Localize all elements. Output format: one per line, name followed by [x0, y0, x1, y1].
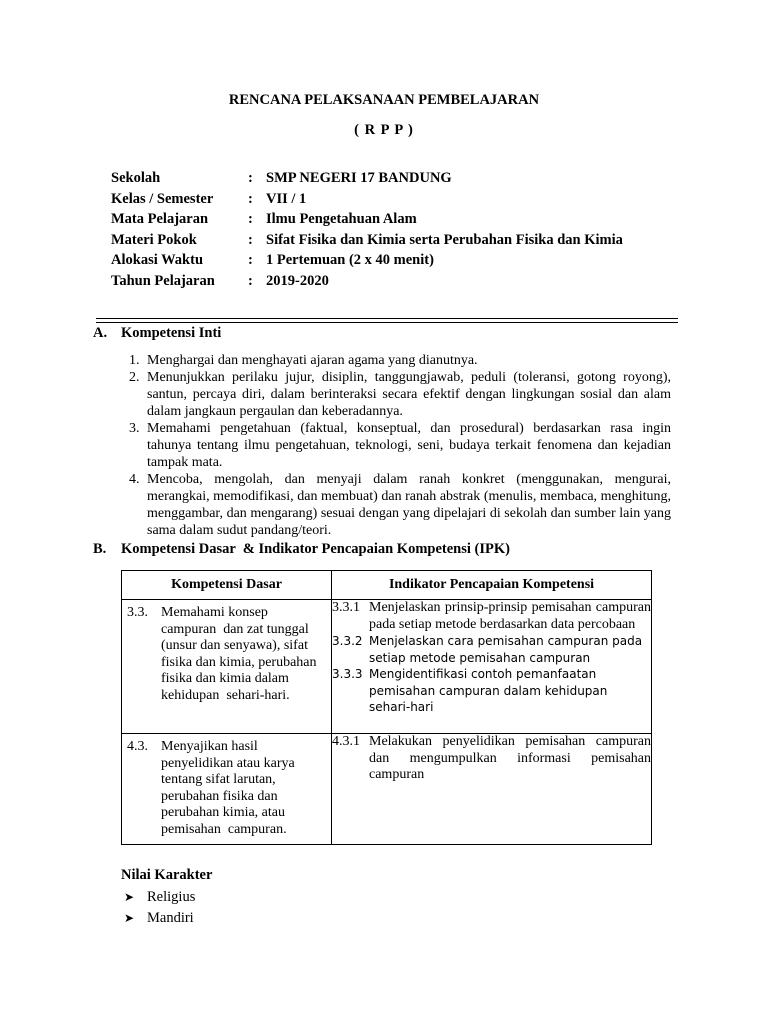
table-row [122, 600, 652, 734]
info-value: Ilmu Pengetahuan Alam [266, 211, 417, 227]
arrowhead-bullet-icon: ➤ [124, 890, 135, 904]
ipk-item [332, 600, 651, 633]
ipk-number: 3.3.1 [332, 600, 360, 615]
list-number: 2. [129, 370, 140, 385]
list-text: Mencoba, mengolah, dan menyaji dalam ranah konkret (menggunakan, mengurai, merangkai, memodifikasi, dan membuat) dan ranah abstrak (menulis, membaca, menghitung, menggambar, dan mengarang) sesuai dengan yang dipelajari di sekolah dan sumber lain yang sama dalam sudut pandang/teori. [147, 472, 671, 538]
list-number: 1. [129, 353, 140, 368]
section-letter: A. [93, 325, 108, 341]
double-rule-bottom [96, 322, 678, 323]
info-colon: : [248, 231, 253, 248]
list-item [129, 471, 671, 539]
document-subtitle: ( R P P ) [354, 122, 414, 138]
list-text: Mandiri [147, 910, 194, 926]
kd-text: Menyajikan hasil penyelidikan atau karya tentang sifat larutan, perubahan fisika dan perubahan kimia, atau pemisahan campuran. [161, 739, 299, 837]
column-header-ipk: Indikator Pencapaian Kompetensi [332, 571, 652, 600]
section-letter: B. [93, 541, 107, 557]
kd-text: Memahami konsep campuran dan zat tunggal (unsur dan senyawa), sifat fisika dan kimia, perubahan fisika dan kimia dalam kehidupan sehari-hari. [161, 605, 321, 703]
ipk-cell [332, 600, 652, 734]
ipk-number: 3.3.2 [332, 634, 363, 648]
kd-cell [122, 734, 332, 845]
list-text: Menunjukkan perilaku jujur, disiplin, tanggungjawab, peduli (toleransi, gotong royong), santun, percaya diri, dalam berinteraksi secara efektif dengan lingkungan sosial dan alam dalam jangkaun pergaulan dan keberadannya. [147, 370, 671, 419]
kd-number: 4.3. [127, 739, 148, 754]
document-title: RENCANA PELAKSANAAN PEMBELAJARAN [228, 92, 540, 108]
double-rule-top [96, 318, 678, 319]
info-colon: : [248, 211, 253, 227]
list-item [124, 908, 195, 929]
info-value: Sifat Fisika dan Kimia serta Perubahan Fisika dan Kimia [266, 231, 623, 248]
nilai-karakter-list [124, 887, 195, 929]
info-label: Alokasi Waktu [111, 252, 204, 268]
info-colon: : [248, 170, 253, 186]
info-value: 2019-2020 [266, 272, 329, 289]
ipk-item [332, 734, 651, 784]
info-label: Tahun Pelajaran [111, 272, 215, 289]
info-label: Kelas / Semester [111, 190, 214, 207]
table-row [122, 734, 652, 845]
list-item [129, 352, 671, 369]
ipk-text: Menjelaskan cara pemisahan campuran pada setiap metode pemisahan campuran [369, 634, 643, 665]
section-title: Kompetensi Inti [121, 325, 222, 341]
list-number: 4. [129, 472, 140, 487]
column-header-kompetensi-dasar: Kompetensi Dasar [122, 571, 332, 600]
info-value: 1 Pertemuan (2 x 40 menit) [266, 252, 434, 268]
ipk-item [332, 666, 651, 716]
list-item [129, 369, 671, 420]
ipk-text: Mengidentifikasi contoh pemanfaatan pemisahan campuran dalam kehidupan sehari-hari [369, 667, 608, 714]
ipk-number: 3.3.3 [332, 667, 363, 681]
info-colon: : [248, 272, 253, 289]
nilai-karakter-heading: Nilai Karakter [121, 867, 213, 883]
list-text: Religius [147, 889, 196, 905]
ipk-number: 4.3.1 [332, 734, 360, 749]
info-colon: : [248, 190, 253, 207]
kd-cell [122, 600, 332, 734]
arrowhead-bullet-icon: ➤ [124, 911, 135, 925]
info-label: Mata Pelajaran [111, 211, 209, 227]
kompetensi-inti-list [129, 352, 671, 539]
info-label: Materi Pokok [111, 231, 197, 248]
kd-ipk-table [121, 570, 652, 845]
info-label: Sekolah [111, 170, 161, 186]
list-item [124, 887, 195, 908]
ipk-item [332, 633, 651, 666]
list-number: 3. [129, 421, 140, 436]
list-text: Memahami pengetahuan (faktual, konseptual, dan prosedural) berdasarkan rasa ingin tahunya tentang ilmu pengetahuan, teknologi, seni, budaya terkait fenomena dan kejadian tampak mata. [147, 421, 671, 470]
section-title: Kompetensi Dasar & Indikator Pencapaian Kompetensi (IPK) [121, 541, 510, 557]
info-value: SMP NEGERI 17 BANDUNG [266, 170, 452, 186]
info-value: VII / 1 [266, 190, 307, 207]
ipk-text: Melakukan penyelidikan pemisahan campuran dan mengumpulkan informasi pemisahan campuran [369, 734, 651, 782]
ipk-cell [332, 734, 652, 845]
info-colon: : [248, 252, 253, 268]
table-header-row [122, 571, 652, 600]
list-item [129, 420, 671, 471]
ipk-text: Menjelaskan prinsip-prinsip pemisahan campuran pada setiap metode berdasarkan data percobaan [369, 600, 651, 632]
list-text: Menghargai dan menghayati ajaran agama yang dianutnya. [147, 353, 478, 368]
kd-number: 3.3. [127, 605, 148, 620]
